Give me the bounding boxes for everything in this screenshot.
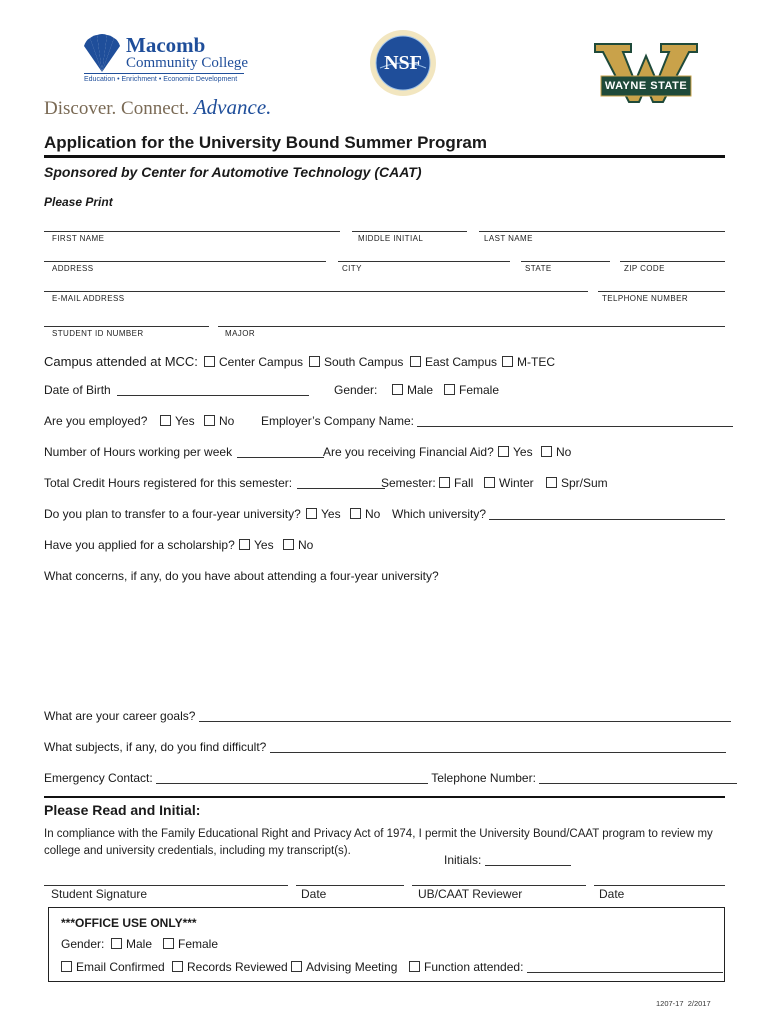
date1-label: Date xyxy=(301,887,327,901)
credit-row xyxy=(44,476,385,490)
dob-input[interactable] xyxy=(117,383,309,396)
page-subtitle: Sponsored by Center for Automotive Technology (CAAT) xyxy=(44,164,422,180)
student-signature-line[interactable] xyxy=(44,885,288,886)
checkbox[interactable] xyxy=(392,384,403,395)
checkbox[interactable] xyxy=(350,508,361,519)
nsf-text: NSF xyxy=(384,52,422,74)
macomb-logo xyxy=(80,30,270,90)
checkbox[interactable] xyxy=(309,356,320,367)
checkbox[interactable] xyxy=(409,961,420,972)
checkbox[interactable] xyxy=(541,446,552,457)
first-name-label: FIRST NAME xyxy=(52,234,105,243)
initials-label: Initials: xyxy=(444,853,482,867)
macomb-name-line1: Macomb xyxy=(126,33,206,57)
dob-label: Date of Birth xyxy=(44,383,111,397)
wayne-state-text: WAYNE STATE xyxy=(604,80,688,92)
page-title: Application for the University Bound Summer Program xyxy=(44,133,488,152)
title-rule xyxy=(44,155,725,158)
address-label: ADDRESS xyxy=(52,264,94,273)
checkbox[interactable] xyxy=(546,477,557,488)
semester-winter-option[interactable]: Winter xyxy=(484,476,534,490)
office-gender-female-option[interactable]: Female xyxy=(163,937,218,951)
checkbox[interactable] xyxy=(444,384,455,395)
office-records-reviewed[interactable]: Records Reviewed xyxy=(172,960,288,974)
form-code: 1207-17 xyxy=(656,999,684,1008)
aid-label: Are you receiving Financial Aid? xyxy=(323,445,494,459)
email-label: E-MAIL ADDRESS xyxy=(52,294,125,303)
telephone-line[interactable] xyxy=(598,291,725,292)
credit-label: Total Credit Hours registered for this semester: xyxy=(44,476,293,490)
scholarship-yes-option[interactable]: Yes xyxy=(239,538,274,552)
subjects-input[interactable] xyxy=(270,740,726,753)
reviewer-line[interactable] xyxy=(412,885,586,886)
form-date: 2/2017 xyxy=(687,999,711,1008)
campus-label: Campus attended at MCC: xyxy=(44,354,198,369)
zip-line[interactable] xyxy=(620,261,725,262)
date1-line[interactable] xyxy=(296,885,404,886)
city-line[interactable] xyxy=(338,261,510,262)
ferpa-text-line1: In compliance with the Family Educational Right and Privacy Act of 1974, I permit the University Bound/CAAT program to review my xyxy=(44,828,713,840)
initials-input[interactable] xyxy=(485,853,571,866)
checkbox[interactable] xyxy=(410,356,421,367)
initials-row xyxy=(444,853,571,867)
checkbox[interactable] xyxy=(61,961,72,972)
checkbox[interactable] xyxy=(160,415,171,426)
checkbox[interactable] xyxy=(239,539,250,550)
checkbox[interactable] xyxy=(439,477,450,488)
office-advising-meeting[interactable]: Advising Meeting xyxy=(291,960,397,974)
campus-center-option[interactable]: Center Campus xyxy=(204,355,303,369)
campus-row xyxy=(44,354,198,369)
macomb-name-line2: Community College xyxy=(126,55,249,71)
subjects-label: What subjects, if any, do you find difficult? xyxy=(44,740,267,754)
career-input[interactable] xyxy=(199,709,731,722)
transfer-no-option[interactable]: No xyxy=(350,507,380,521)
career-label: What are your career goals? xyxy=(44,709,196,723)
date2-line[interactable] xyxy=(594,885,725,886)
emergency-label: Emergency Contact: xyxy=(44,771,153,785)
employed-no-option[interactable]: No xyxy=(204,414,234,428)
concerns-label: What concerns, if any, do you have about attending a four-year university? xyxy=(44,569,439,583)
hours-label: Number of Hours working per week xyxy=(44,445,233,459)
campus-mtec-option[interactable]: M-TEC xyxy=(502,355,555,369)
macomb-tagline: Education • Enrichment • Economic Development xyxy=(84,76,238,83)
transfer-label: Do you plan to transfer to a four-year university? xyxy=(44,507,301,521)
checkbox[interactable] xyxy=(111,938,122,949)
employed-yes-option[interactable]: Yes xyxy=(160,414,195,428)
campus-south-option[interactable]: South Campus xyxy=(309,355,403,369)
scholarship-label: Have you applied for a scholarship? xyxy=(44,538,235,552)
checkbox[interactable] xyxy=(484,477,495,488)
hours-input[interactable] xyxy=(237,445,324,458)
nsf-logo xyxy=(368,28,438,98)
aid-yes-option[interactable]: Yes xyxy=(498,445,533,459)
zip-label: ZIP CODE xyxy=(624,264,665,273)
last-name-label: LAST NAME xyxy=(484,234,533,243)
which-university-input[interactable] xyxy=(489,507,725,520)
checkbox[interactable] xyxy=(204,415,215,426)
dob-row xyxy=(44,383,309,397)
office-heading: ***OFFICE USE ONLY*** xyxy=(61,916,197,930)
semester-sprsum-option[interactable]: Spr/Sum xyxy=(546,476,608,490)
checkbox[interactable] xyxy=(204,356,215,367)
checkbox[interactable] xyxy=(502,356,513,367)
slogan-advance: Advance. xyxy=(193,95,272,119)
wayne-w-icon xyxy=(593,42,699,110)
concerns-answer-area[interactable] xyxy=(44,588,725,698)
checkbox[interactable] xyxy=(291,961,302,972)
telephone-label: TELPHONE NUMBER xyxy=(602,294,689,303)
which-university-row xyxy=(392,507,725,521)
student-id-label: STUDENT ID NUMBER xyxy=(52,329,144,338)
ferpa-text-line2: college and university credentials, including my transcript(s). xyxy=(44,845,351,857)
transfer-yes-option[interactable]: Yes xyxy=(306,507,341,521)
major-line[interactable] xyxy=(218,326,725,327)
office-gender-label: Gender: xyxy=(61,937,105,951)
employed-label: Are you employed? xyxy=(44,414,148,428)
student-id-line[interactable] xyxy=(44,326,209,327)
checkbox[interactable] xyxy=(172,961,183,972)
address-line[interactable] xyxy=(44,261,326,262)
emergency-phone-label: Telephone Number: xyxy=(431,771,536,785)
employer-label: Employer’s Company Name: xyxy=(261,414,414,428)
slogan-text: Discover. Connect. xyxy=(44,98,190,119)
date2-label: Date xyxy=(599,887,625,901)
checkbox[interactable] xyxy=(283,539,294,550)
gender-male-option[interactable]: Male xyxy=(392,383,433,397)
email-line[interactable] xyxy=(44,291,588,292)
student-signature-label: Student Signature xyxy=(51,887,148,901)
please-print: Please Print xyxy=(44,195,113,209)
macomb-shell-icon xyxy=(80,32,124,76)
employer-input[interactable] xyxy=(417,414,733,427)
initial-heading: Please Read and Initial: xyxy=(44,802,201,818)
credit-input[interactable] xyxy=(297,476,385,489)
section-rule xyxy=(44,796,725,798)
hours-row xyxy=(44,445,324,459)
campus-east-option[interactable]: East Campus xyxy=(410,355,497,369)
career-row xyxy=(44,709,731,723)
checkbox[interactable] xyxy=(306,508,317,519)
slogan xyxy=(44,95,271,120)
emergency-phone-input[interactable] xyxy=(539,771,737,784)
reviewer-label: UB/CAAT Reviewer xyxy=(418,887,523,901)
semester-label: Semester: xyxy=(381,476,436,490)
aid-no-option[interactable]: No xyxy=(541,445,571,459)
last-name-line[interactable] xyxy=(479,231,725,232)
employer-row xyxy=(261,414,733,428)
office-gender-male-option[interactable]: Male xyxy=(111,937,152,951)
gender-label: Gender: xyxy=(334,383,378,397)
form-footer xyxy=(656,999,711,1008)
semester-fall-option[interactable]: Fall xyxy=(439,476,473,490)
city-label: CITY xyxy=(342,264,362,273)
office-email-confirmed[interactable]: Email Confirmed xyxy=(61,960,165,974)
major-label: MAJOR xyxy=(225,329,255,338)
function-attended-input[interactable] xyxy=(527,960,723,973)
office-function-attended[interactable]: Function attended: xyxy=(409,960,723,974)
gender-female-option[interactable]: Female xyxy=(444,383,499,397)
emergency-input[interactable] xyxy=(156,771,428,784)
middle-initial-label: MIDDLE INITIAL xyxy=(358,234,424,243)
checkbox[interactable] xyxy=(498,446,509,457)
emergency-row xyxy=(44,771,737,785)
which-university-label: Which university? xyxy=(392,507,487,521)
wayne-state-logo xyxy=(593,42,699,110)
subjects-row xyxy=(44,740,726,754)
middle-initial-line[interactable] xyxy=(352,231,467,232)
scholarship-no-option[interactable]: No xyxy=(283,538,313,552)
state-label: STATE xyxy=(525,264,552,273)
first-name-line[interactable] xyxy=(44,231,340,232)
checkbox[interactable] xyxy=(163,938,174,949)
state-line[interactable] xyxy=(521,261,610,262)
